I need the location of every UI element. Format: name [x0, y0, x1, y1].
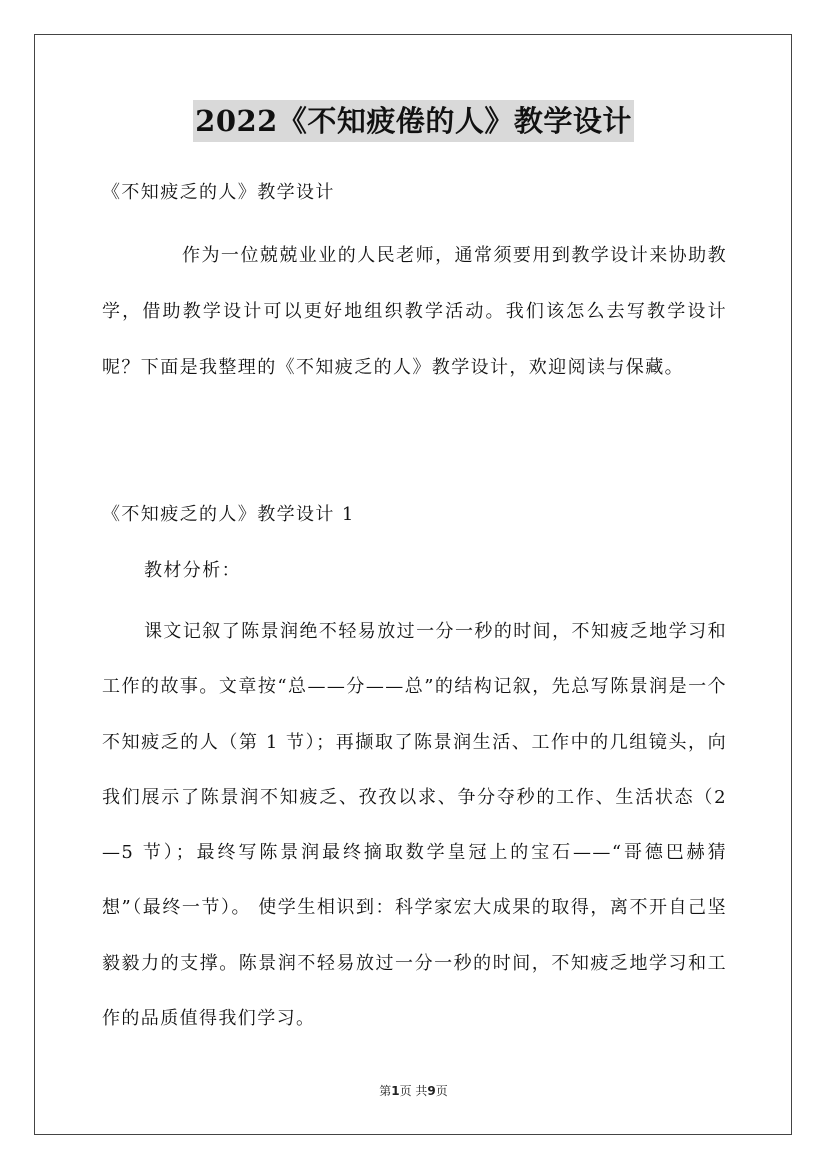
- footer-total-pages: 9: [427, 1084, 436, 1098]
- title-wrap: [0, 100, 827, 142]
- footer-prefix: 第: [379, 1084, 392, 1098]
- footer-current-page: 1: [391, 1084, 400, 1098]
- footer-mid: 页 共: [399, 1084, 428, 1098]
- section-title: 《不知疲乏的人》教学设计 1: [102, 504, 355, 525]
- intro-paragraph: 作为一位兢兢业业的人民老师，通常须要用到教学设计来协助教学，借助教学设计可以更好地组织教学活动。我们该怎么去写教学设计呢？下面是我整理的《不知疲乏的人》教学设计，欢迎阅读与保藏。: [102, 245, 727, 378]
- document-title: 2022《不知疲倦的人》教学设计: [193, 100, 634, 142]
- page-footer: [0, 1082, 827, 1099]
- section-label: 教材分析：: [144, 560, 241, 581]
- subheading: 《不知疲乏的人》教学设计: [102, 182, 335, 203]
- footer-suffix: 页: [435, 1084, 448, 1098]
- section-paragraph: 课文记叙了陈景润绝不轻易放过一分一秒的时间，不知疲乏地学习和工作的故事。文章按“总——分——总”的结构记叙，先总写陈景润是一个不知疲乏的人（第 1 节）；再撷取了陈景润生活、工作中的几组镜头，向我们展示了陈景润不知疲乏、孜孜以求、争分夺秒的工作、生活状态（2—5 节）；最终写陈景润最终摘取数学皇冠上的宝石——“哥德巴赫猜想”（最终一节）。 使学生相识到：科学家宏大成果的取得，离不开自己坚毅毅力的支撑。陈景润不轻易放过一分一秒的时间，不知疲乏地学习和工作的品质值得我们学习。: [102, 621, 727, 1030]
